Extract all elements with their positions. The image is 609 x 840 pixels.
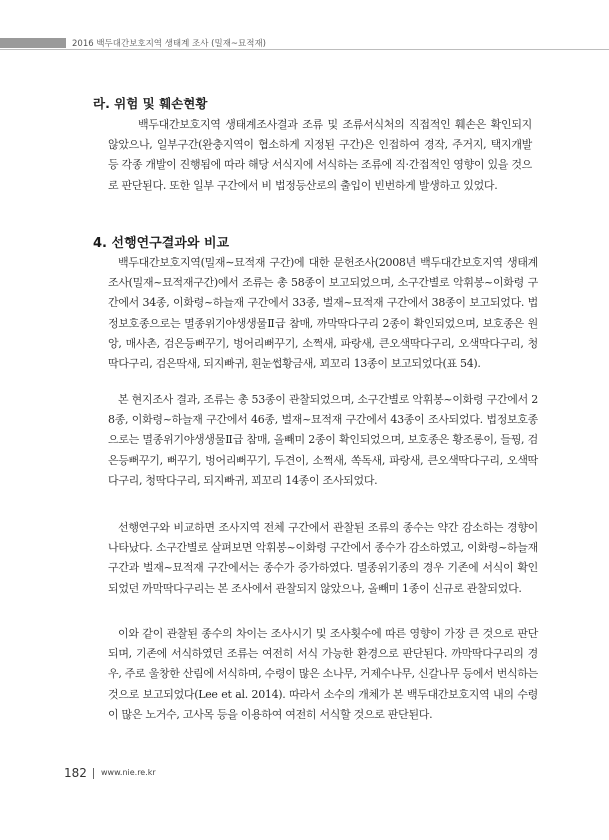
running-title: 2016 백두대간보호지역 생태계 조사 (밀재~묘적재) [72, 39, 266, 49]
running-header [0, 0, 609, 60]
paragraph-field-survey: 본 현지조사 결과, 조류는 총 53종이 관찰되었으며, 소구간별로 악휘봉~이화령 구간에서 28종, 이화령~하늘재 구간에서 46종, 벌재~묘적재 구간에서 43종이 조사되었다. 법정보호종으로는 멸종위기야생생물Ⅱ급 참매, 올빼미 2종이 확인되었으며, 보호종은 황조롱이, 들꿩, 검은등뻐꾸기, 뻐꾸기, 벙어리뻐꾸기, 두견이, 소쩍새, 쏙독새, 파랑새, 큰오색딱다구리, 오색딱다구리, 청딱다구리, 되지빠귀, 꾀꼬리 14종이 조사되었다. [108, 393, 538, 487]
paragraph-literature-survey: 백두대간보호지역(밀재∼묘적재 구간)에 대한 문헌조사(2008년 백두대간보호지역 생태계조사(밀재~묘적재구간)에서 조류는 총 58종이 보고되었으며, 소구간별로 악휘봉~이화령 구간에서 34종, 이화령~하늘재 구간에서 33종, 벌재~묘적재 구간에서 38종이 보고되었다. 법정보호종으로는 멸종위기야생생물Ⅱ급 참매, 까막딱다구리 2종이 확인되었으며, 보호종은 원앙, 매사촌, 검은등뻐꾸기, 벙어리뻐꾸기, 소쩍새, 파랑새, 큰오색딱다구리, 오색딱다구리, 청딱다구리, 검은딱새, 되지빠귀, 흰눈썹황금새, 꾀꼬리 13종이 보고되었다(표 54). [108, 256, 538, 371]
page-number: 182 [64, 766, 87, 780]
header-gray-bar [0, 38, 66, 48]
paragraph-comparison: 선행연구와 비교하면 조사지역 전체 구간에서 관찰된 조류의 종수는 약간 감소하는 경향이 나타났다. 소구간별로 살펴보면 악휘봉~이화령 구간에서 종수가 감소하였고, 이화령~하늘재 구간과 벌재~묘적재 구간에서는 종수가 증가하였다. 멸종위기종의 경우 기존에 서식이 확인되었던 까막딱다구리는 본 조사에서 관찰되지 않았으나, 올빼미 1종이 신규로 관찰되었다. [108, 521, 538, 595]
footer-website: www.nie.re.kr [101, 768, 156, 777]
paragraph-discussion: 이와 같이 관찰된 종수의 차이는 조사시기 및 조사횟수에 따른 영향이 가장 큰 것으로 판단되며, 기존에 서식하였던 조류는 여전히 서식 가능한 환경으로 판단된다. 까막딱다구리의 경우, 주로 울창한 산림에 서식하며, 수령이 많은 소나무, 거제수나무, 신갈나무 등에서 번식하는 것으로 보고되었다(Lee et al. 2014). 따라서 소수의 개체가 본 백두대간보호지역 내의 수령이 많은 노거수, 고사목 등을 이용하여 여전히 서식할 것으로 판단된다. [108, 627, 539, 721]
footer-separator [93, 768, 94, 779]
section-heading-comparison: 4. 선행연구결과와 비교 [93, 236, 230, 251]
section-heading-risk: 라. 위험 및 훼손현황 [93, 96, 208, 111]
paragraph-risk-status: 백두대간보호지역 생태계조사결과 조류 및 조류서식처의 직접적인 훼손은 확인되지 않았으나, 일부구간(완충지역이 협소하게 지정된 구간)은 인접하여 경작, 주거지, 택지개발 등 각종 개발이 진행됨에 따라 해당 서식지에 서식하는 조류에 직·간접적인 영향이 있을 것으로 판단된다. 또한 일부 구간에서 비 법정등산로의 출입이 빈번하게 발생하고 있었다. [108, 118, 532, 192]
header-divider [0, 49, 609, 50]
